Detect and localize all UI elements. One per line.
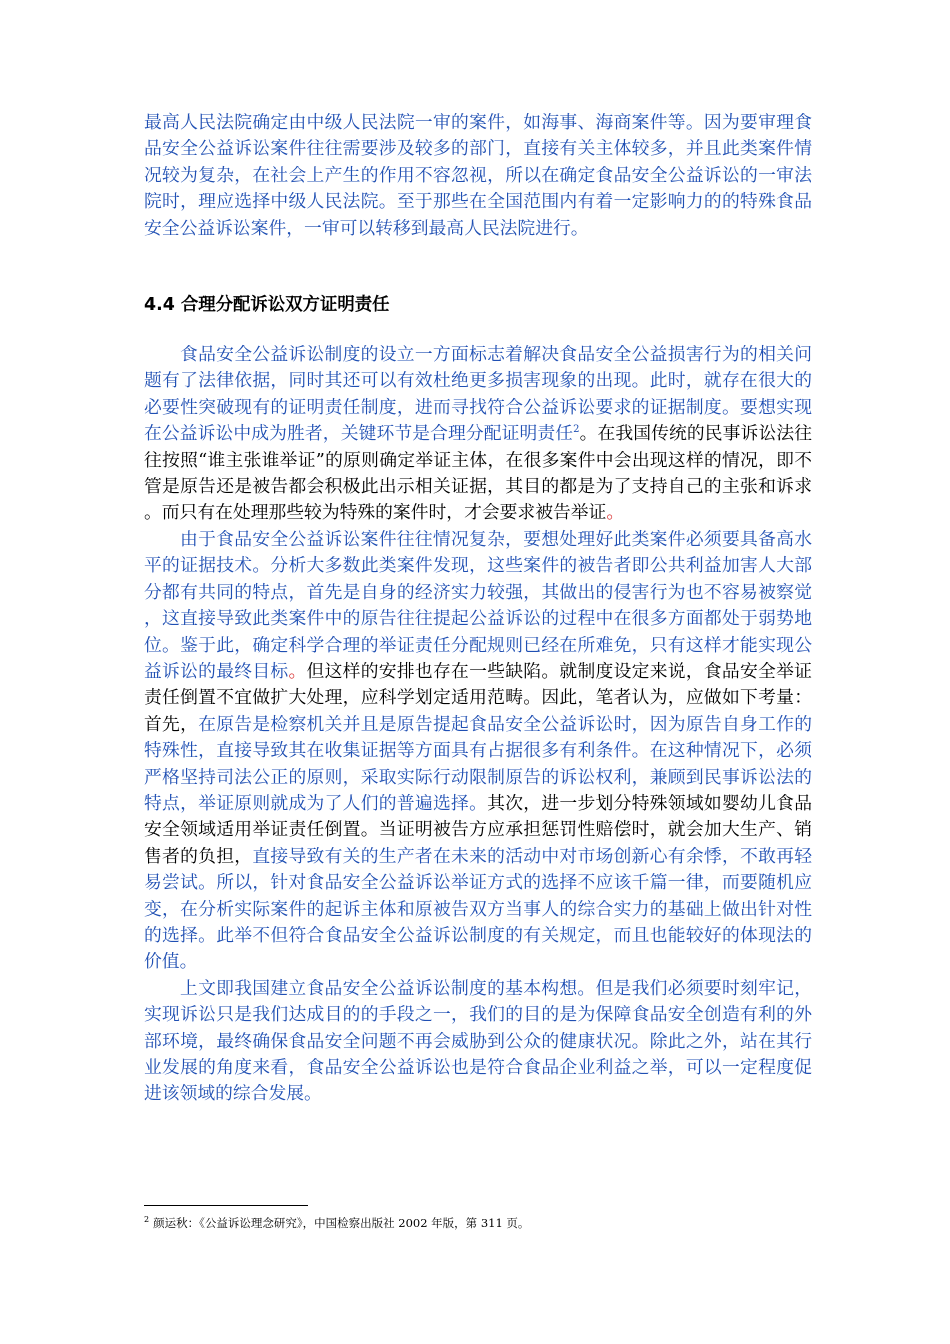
section-title: 合理分配诉讼双方证明责任 xyxy=(180,295,390,316)
paragraph-conclusion xyxy=(144,976,812,1108)
paragraph-text: 但这样的安排也存在一些缺陷。就制度设定来说，食品安全举证责任倒置不宜做扩大处理，应科学划定适用范畴。因此，笔者认为，应做如下考量：首先， xyxy=(144,660,812,735)
footnote-text: 颜运秋：《公益诉讼理念研究》，中国检察出版社 2002 年版，第 311 页。 xyxy=(153,1215,530,1230)
footnote-reference: 2 xyxy=(573,424,580,436)
paragraph-text-blue: 由于食品安全公益诉讼案件往往情况复杂，要想处理好此类案件必须要具备高水平的证据技术。分析大多数此类案件发现，这些案件的被告者即公共利益加害人大部分都有共同的特点，首先是自身的经济实力较强，其做出的侵害行为也不容易被察觉，这直接导致此类案件中的原告往往提起公益诉讼的过程中在很多方面都处于弱势地位。鉴于此，确定科学合理的举证责任分配规则已经在所难免，只有这样才能实现公益诉讼的最终目标 xyxy=(144,528,812,682)
paragraph-text-blue: 在原告是检察机关并且是原告提起食品安全公益诉讼时，因为原告自身工作的特殊性，直接导致其在收集证据等方面具有占据很多有利条件。在这种情况下，必须严格坚持司法公正的原则，采取实际行动限制原告的诉讼权利，兼顾到民事诉讼法的特点，举证原则就成为了人们的普遍选择。 xyxy=(144,713,812,814)
paragraph-text: 。在我国传统的民事诉讼法往往按照“谁主张谁举证”的原则确定举证主体，在很多案件中会出现这样的情况，即不管是原告还是被告都会积极此出示相关证据，其目的都是为了支持自己的主张和诉求。而只有在处理那些较为特殊的案件时，才会要求被告举证 xyxy=(144,423,812,524)
document-body xyxy=(144,110,812,1108)
footnote xyxy=(144,1212,824,1231)
paragraph-burden-of-proof-intro xyxy=(144,342,812,527)
paragraph-text-blue: 食品安全公益诉讼制度的设立一方面标志着解决食品安全公益损害行为的相关问题有了法律依据，同时其还可以有效杜绝更多损害现象的出现。此时，就存在很大的必要性突破现有的证明责任制度，进而寻找符合公益诉讼要求的证据制度。要想实现在公益诉讼中成为胜者，关键环节是合理分配证明责任 xyxy=(144,344,812,445)
footnote-number: 2 xyxy=(144,1215,150,1224)
paragraph-text: 上文即我国建立食品安全公益诉讼制度的基本构想。但是我们必须要时刻牢记，实现诉讼只是我们达成目的的手段之一，我们的目的是为保障食品安全创造有利的外部环境，最终确保食品安全问题不再会威胁到公众的健康状况。除此之外，站在其行业发展的角度来看，食品安全公益诉讼也是符合食品企业利益之举，可以一定程度促进该领域的综合发展。 xyxy=(144,977,812,1105)
paragraph-court-jurisdiction xyxy=(144,110,812,242)
paragraph-text: 其次，进一步划分特殊领域如婴幼儿食品安全领域适用举证责任倒置。当证明被告方应承担惩罚性赔偿时，就会加大生产、销售者的负担， xyxy=(144,792,812,867)
section-number: 4.4 xyxy=(144,295,175,316)
paragraph-evidence-allocation xyxy=(144,527,812,976)
paragraph-text-red: 。 xyxy=(288,660,307,682)
paragraph-text-blue: 直接导致有关的生产者在未来的活动中对市场创新心有余悸，不敢再轻易尝试。所以，针对食品安全公益诉讼举证方式的选择不应该千篇一律，而要随机应变，在分析实际案件的起诉主体和原被告双方当事人的综合实力的基础上做出针对性的选择。此举不但符合食品安全公益诉讼制度的有关规定，而且也能较好的体现法的价值。 xyxy=(144,845,812,973)
paragraph-text: 最高人民法院确定由中级人民法院一审的案件，如海事、海商案件等。因为要审理食品安全公益诉讼案件往往需要涉及较多的部门，直接有关主体较多，并且此类案件情况较为复杂，在社会上产生的作用不容忽视，所以在确定食品安全公益诉讼的一审法院时，理应选择中级人民法院。至于那些在全国范围内有着一定影响力的的特殊食品安全公益诉讼案件，一审可以转移到最高人民法院进行。 xyxy=(144,112,812,239)
footnote-divider xyxy=(144,1205,308,1206)
section-heading xyxy=(144,292,812,318)
paragraph-text-red: 。 xyxy=(606,502,625,524)
